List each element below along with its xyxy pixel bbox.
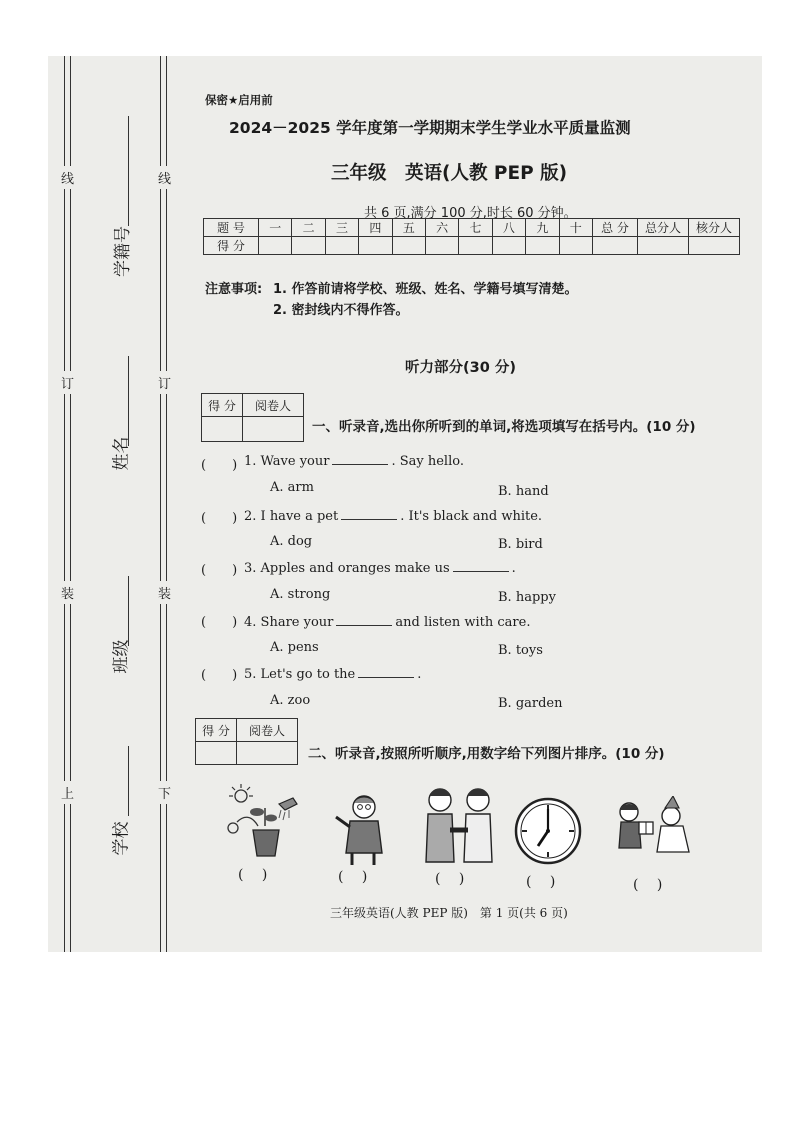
option-b: B. toys (498, 643, 543, 658)
seal-mark: 订 (61, 371, 74, 394)
binding-line (160, 56, 161, 952)
score-cell[interactable] (526, 237, 559, 255)
grader-score-cell[interactable] (196, 742, 237, 765)
question-stem (244, 615, 530, 630)
question-text: . Say hello. (391, 454, 464, 469)
seal-mark: 线 (158, 166, 171, 189)
question-number: 1. (244, 454, 257, 469)
score-cell[interactable] (559, 237, 592, 255)
option-b: B. hand (498, 484, 549, 499)
answer-paren[interactable]: ( ) (201, 458, 238, 473)
score-cell[interactable] (259, 237, 292, 255)
question-number: 5. (244, 667, 257, 682)
score-table-header: 九 (526, 219, 559, 237)
question-stem (244, 667, 421, 682)
listening-title: 听力部分(30 分) (405, 360, 516, 376)
picture-order-paren[interactable]: ( ) (633, 877, 663, 893)
seal-mark: 上 (61, 781, 74, 804)
fill-blank (336, 625, 392, 626)
binding-line (70, 56, 71, 952)
seal-mark: 下 (158, 781, 171, 804)
grader-reviewer-cell[interactable] (243, 417, 304, 442)
picture-order-paren[interactable]: ( ) (526, 874, 556, 890)
answer-paren[interactable]: ( ) (201, 511, 238, 526)
score-row-label: 得 分 (204, 237, 259, 255)
seal-mark: 装 (61, 581, 74, 604)
picture-order-paren[interactable]: ( ) (238, 867, 268, 883)
score-table-header: 二 (292, 219, 325, 237)
note-item: 2. 密封线内不得作答。 (273, 303, 409, 318)
picture-order-paren[interactable]: ( ) (435, 871, 465, 887)
handshake-icon (416, 784, 504, 864)
picture-order-paren[interactable]: ( ) (338, 869, 368, 885)
school-label: 学校 (111, 821, 132, 856)
option-a: A. strong (270, 587, 331, 602)
question-text: Apples and oranges make us (260, 561, 450, 576)
score-cell[interactable] (425, 237, 458, 255)
seal-mark: 订 (158, 371, 171, 394)
section1-title: 一、听录音,选出你所听到的单词,将选项填写在括号内。(10 分) (312, 419, 696, 435)
grader-reviewer-label: 阅卷人 (243, 394, 304, 417)
question-text: Wave your (260, 454, 330, 469)
option-a: A. pens (270, 640, 319, 655)
option-a: A. dog (270, 534, 313, 549)
fill-blank (332, 464, 388, 465)
score-table-header: 五 (392, 219, 425, 237)
question-number: 4. (244, 615, 257, 630)
score-table-header: 四 (359, 219, 392, 237)
note-item: 1. 作答前请将学校、班级、姓名、学籍号填写清楚。 (273, 282, 578, 297)
question-text: . (511, 561, 516, 576)
option-a: A. zoo (270, 693, 311, 708)
grader-score-cell[interactable] (202, 417, 243, 442)
score-table-header: 七 (459, 219, 492, 237)
question-text: and listen with care. (395, 615, 531, 630)
confidential-mark: 保密★启用前 (205, 93, 273, 107)
clock-icon (513, 796, 583, 866)
question-number: 2. (244, 509, 257, 524)
grader-score-label: 得 分 (196, 719, 237, 742)
watering-plant-icon (223, 784, 303, 864)
score-cell[interactable] (689, 237, 740, 255)
question-text: . (417, 667, 422, 682)
grandpa-icon (330, 791, 400, 866)
binding-line (64, 56, 65, 952)
class-field[interactable] (128, 576, 129, 646)
score-cell[interactable] (459, 237, 492, 255)
grader-reviewer-cell[interactable] (237, 742, 298, 765)
option-a: A. arm (270, 480, 314, 495)
score-table-header: 三 (325, 219, 358, 237)
score-table-header: 核分人 (689, 219, 740, 237)
student-id-label: 学籍号 (113, 226, 133, 277)
score-table-header: 八 (492, 219, 525, 237)
grader-box (195, 718, 298, 765)
question-text: I have a pet (260, 509, 339, 524)
score-table (203, 218, 740, 255)
score-table-header: 总分人 (638, 219, 689, 237)
gift-girl-icon (613, 796, 698, 866)
answer-paren[interactable]: ( ) (201, 615, 238, 630)
question-stem (244, 509, 542, 524)
question-text: Let's go to the (260, 667, 356, 682)
score-table-header: 一 (259, 219, 292, 237)
question-number: 3. (244, 561, 257, 576)
grader-box (201, 393, 304, 442)
seal-mark: 线 (61, 166, 74, 189)
question-stem (244, 561, 516, 576)
exam-subtitle: 三年级 英语(人教 PEP 版) (331, 163, 568, 184)
answer-paren[interactable]: ( ) (201, 563, 238, 578)
question-text: Share your (260, 615, 334, 630)
score-cell[interactable] (392, 237, 425, 255)
exam-page (48, 56, 762, 952)
score-cell[interactable] (492, 237, 525, 255)
binding-line (166, 56, 167, 952)
question-stem (244, 454, 464, 469)
score-table-header: 六 (425, 219, 458, 237)
option-b: B. happy (498, 590, 556, 605)
fill-blank (453, 571, 509, 572)
page-footer: 三年级英语(人教 PEP 版) 第 1 页(共 6 页) (330, 906, 568, 920)
exam-info: 共 6 页,满分 100 分,时长 60 分钟。 (364, 206, 577, 221)
class-label: 班级 (111, 639, 132, 674)
score-cell[interactable] (325, 237, 358, 255)
option-b: B. garden (498, 696, 563, 711)
score-table-header: 总 分 (593, 219, 638, 237)
grader-reviewer-label: 阅卷人 (237, 719, 298, 742)
grader-score-label: 得 分 (202, 394, 243, 417)
school-field[interactable] (128, 746, 129, 816)
exam-title: 2024－2025 学年度第一学期期末学生学业水平质量监测 (229, 119, 631, 137)
score-table-header: 题 号 (204, 219, 259, 237)
notes-label: 注意事项: (205, 282, 263, 297)
answer-paren[interactable]: ( ) (201, 668, 238, 683)
score-cell[interactable] (638, 237, 689, 255)
name-field[interactable] (128, 356, 129, 446)
score-cell[interactable] (292, 237, 325, 255)
seal-mark: 装 (158, 581, 171, 604)
question-text: . It's black and white. (400, 509, 543, 524)
score-cell[interactable] (593, 237, 638, 255)
section2-title: 二、听录音,按照所听顺序,用数字给下列图片排序。(10 分) (308, 746, 665, 762)
score-table-header: 十 (559, 219, 592, 237)
student-id-field[interactable] (128, 116, 129, 226)
score-cell[interactable] (359, 237, 392, 255)
name-label: 姓名 (111, 436, 132, 471)
option-b: B. bird (498, 537, 543, 552)
fill-blank (341, 519, 397, 520)
fill-blank (358, 677, 414, 678)
